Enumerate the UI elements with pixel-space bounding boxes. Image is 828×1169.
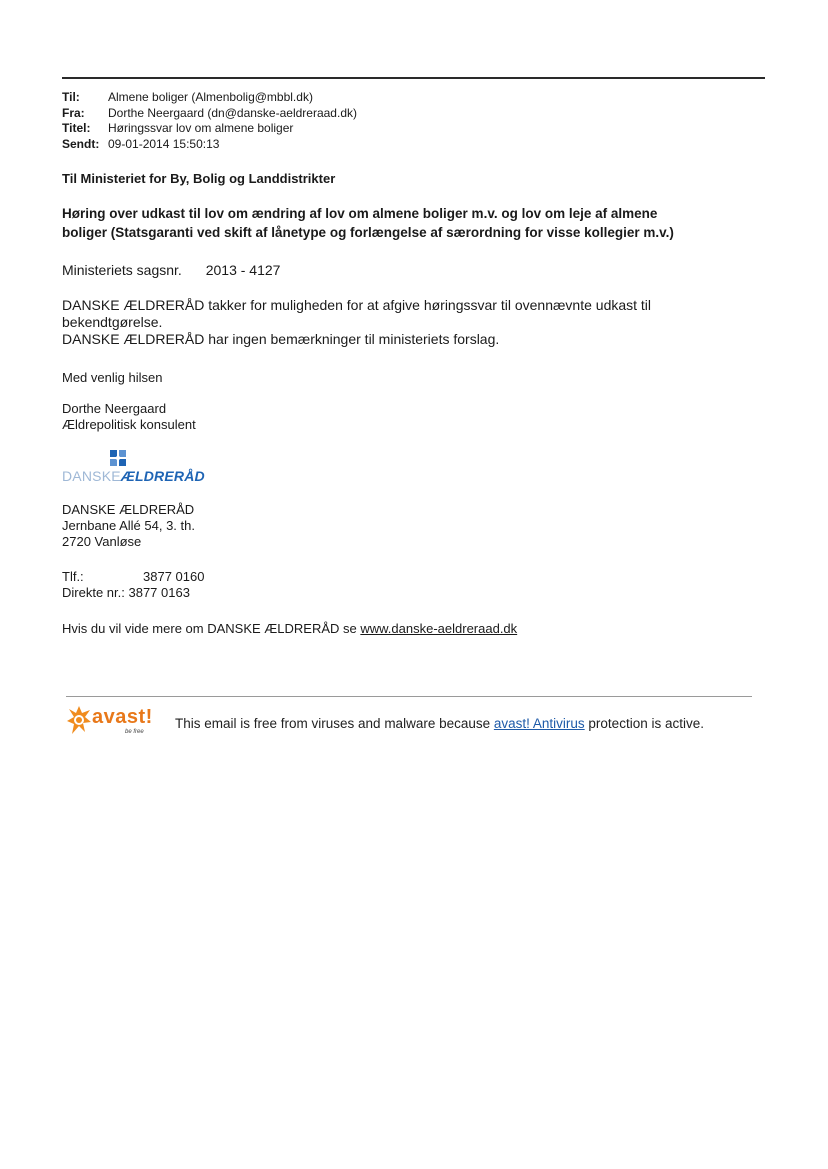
logo-wordmark-part2: ÆLDRERÅD <box>120 468 205 484</box>
recipient-heading: Til Ministeriet for By, Bolig og Landdistrikter <box>62 171 336 186</box>
direct-phone-label: Direkte nr.: <box>62 585 125 600</box>
sent-value: 09-01-2014 15:50:13 <box>108 136 220 151</box>
phone-row <box>62 569 762 585</box>
avast-wordmark: avast! <box>92 706 153 728</box>
more-info-line <box>62 621 762 636</box>
subject-line-1: Høring over udkast til lov om ændring af lov om almene boliger m.v. og lov om leje af almene <box>62 206 658 221</box>
signer-name: Dorthe Neergaard <box>62 401 167 416</box>
direct-phone-value: 3877 0163 <box>128 585 190 600</box>
avast-splash-icon <box>66 704 92 736</box>
logo-wordmark <box>62 468 205 484</box>
direct-phone-row <box>62 585 762 601</box>
subject-row <box>62 121 357 137</box>
to-label: Til: <box>62 90 80 104</box>
letter-subject <box>62 204 762 242</box>
header-divider <box>62 77 765 79</box>
footer-divider <box>66 696 752 697</box>
phone-value: 3877 0160 <box>143 569 205 584</box>
email-header <box>62 90 357 152</box>
body-line-1: DANSKE ÆLDRERÅD takker for muligheden for at afgive høringssvar til ovennævnte udkast til <box>62 297 652 313</box>
from-row <box>62 106 357 122</box>
organization-logo <box>62 450 232 488</box>
website-link[interactable]: www.danske-aeldreraad.dk <box>360 621 518 636</box>
to-value: Almene boliger (Almenbolig@mbbl.dk) <box>108 90 313 104</box>
case-label: Ministeriets sagsnr. <box>62 262 182 278</box>
avast-text-after: protection is active. <box>584 716 704 731</box>
logo-glyph-icon <box>110 450 126 466</box>
address-org: DANSKE ÆLDRERÅD <box>62 502 195 517</box>
to-row <box>62 90 357 106</box>
phone-label: Tlf.: <box>62 569 84 584</box>
subject-label: Titel: <box>62 121 91 135</box>
address-street: Jernbane Allé 54, 3. th. <box>62 518 195 533</box>
subject-line-2: boliger (Statsgaranti ved skift af lånetype og forlængelse af særordning for visse kollegier m.v.) <box>62 225 674 240</box>
signer-title: Ældrepolitisk konsulent <box>62 417 196 432</box>
avast-link[interactable]: avast! Antivirus <box>493 716 585 731</box>
sent-row <box>62 137 357 153</box>
body-line-2: bekendtgørelse. <box>62 314 163 330</box>
greeting: Med venlig hilsen <box>62 370 163 385</box>
address-city: 2720 Vanløse <box>62 534 142 549</box>
avast-logo <box>66 704 166 744</box>
sent-label: Sendt: <box>62 136 100 151</box>
body-line-3: DANSKE ÆLDRERÅD har ingen bemærkninger til ministeriets forslag. <box>62 331 500 347</box>
letter-body <box>62 297 762 348</box>
from-value: Dorthe Neergaard (dn@danske-aeldreraad.dk) <box>108 105 357 120</box>
more-info-text: Hvis du vil vide mere om DANSKE ÆLDRERÅD se <box>62 621 361 636</box>
case-number-line <box>62 262 762 278</box>
subject-value: Høringssvar lov om almene boliger <box>108 121 294 135</box>
avast-tagline: be free <box>125 729 144 735</box>
signature <box>62 401 762 433</box>
case-number: 2013 - 4127 <box>205 262 281 278</box>
logo-wordmark-part1: DANSKE <box>62 468 121 484</box>
avast-notice <box>175 716 704 731</box>
avast-text-before: This email is free from viruses and malware because <box>175 716 494 731</box>
from-label: Fra: <box>62 105 85 120</box>
address <box>62 502 762 550</box>
phone-numbers <box>62 569 762 601</box>
